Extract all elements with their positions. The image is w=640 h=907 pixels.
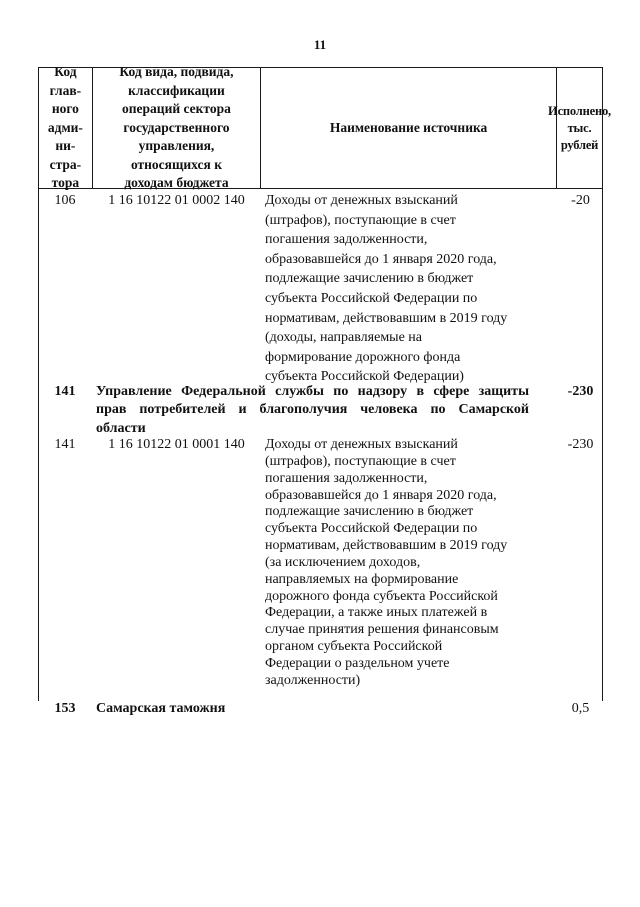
admin-code-cell: 141 xyxy=(54,384,76,399)
admin-code-cell: 153 xyxy=(54,701,76,716)
header-executed-line2: тыс. рублей xyxy=(560,120,599,152)
source-name-cell: Доходы от денежных взысканий (штрафов), поступающие в счет погашения задолженности, образовавшейся до 1 января 2020 года, подлежащие зачислению в бюджет субъекта Российской Федерации по нормативам, действовавшим в 2019 году (доходы, направляемые на формирование дорожного фонда субъекта Российской Федерации) xyxy=(265,193,508,385)
organization-name-cell: Управление Федеральной службы по надзору в сфере защиты прав потребителей и благополучия человека по Самарской области xyxy=(96,384,529,436)
source-name-cell: Доходы от денежных взысканий (штрафов), поступающие в счет погашения задолженности, образовавшейся до 1 января 2020 года, подлежащие зачислению в бюджет субъекта Российской Федерации по нормативам, действовавшим в 2019 году (за исключением доходов, направляемых на формирование дорожного фонда субъекта Российской Федерации, а также иных платежей в случае принятия решения финансовым органом субъекта Российской Федерации о раздельном учете задолженности) xyxy=(265,437,508,688)
page-number: 11 xyxy=(313,37,327,52)
executed-value-cell: -230 xyxy=(567,384,594,399)
executed-value-cell: 0,5 xyxy=(571,701,590,716)
admin-code-cell: 106 xyxy=(54,193,76,208)
admin-code-cell: 141 xyxy=(54,437,76,452)
classification-code-cell: 1 16 10122 01 0002 140 xyxy=(108,193,245,208)
header-source-name: Наименование источника xyxy=(261,68,557,188)
executed-value-cell: -20 xyxy=(571,193,590,208)
header-executed-line1: Исполнено, xyxy=(548,103,611,118)
executed-value-cell: -230 xyxy=(567,437,594,452)
classification-code-cell: 1 16 10122 01 0001 140 xyxy=(108,437,245,452)
header-executed xyxy=(548,68,611,188)
organization-name-cell: Самарская таможня xyxy=(96,701,226,716)
header-admin-code: Код глав- ного адми- ни- стра- тора xyxy=(39,68,93,188)
table-header xyxy=(38,64,611,191)
header-classification-code: Код вида, подвида, классификации операций сектора государственного управления, относящихся к доходам бюджета xyxy=(93,68,261,188)
